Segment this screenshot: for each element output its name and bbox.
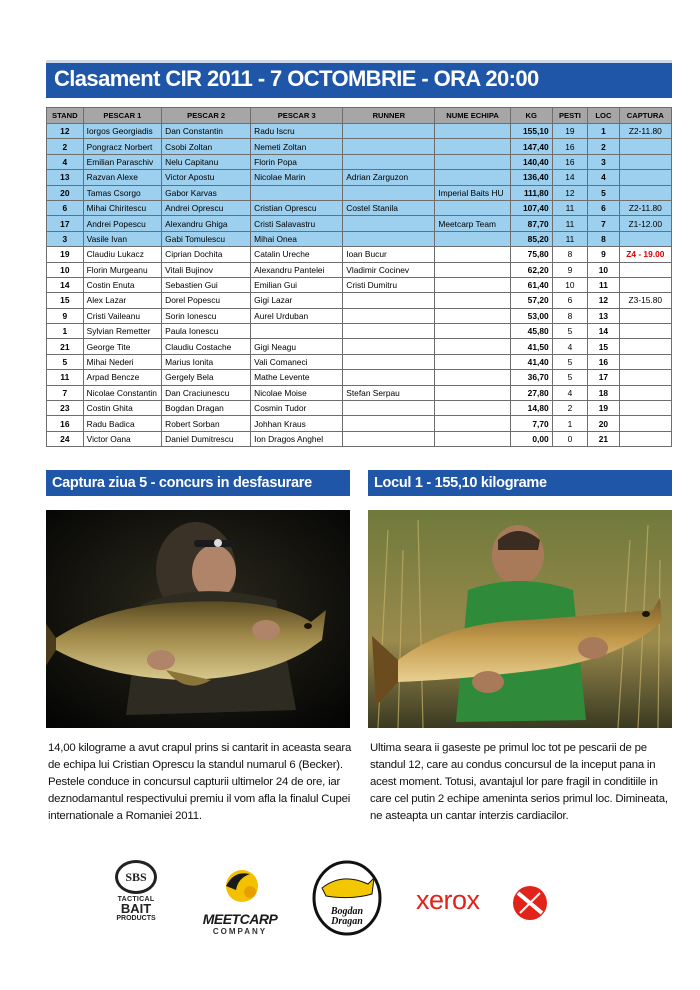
cell-captura (619, 154, 671, 169)
cell-stand: 2 (47, 139, 84, 154)
cell-loc: 10 (588, 262, 619, 277)
table-row (47, 370, 672, 385)
cell-loc: 3 (588, 154, 619, 169)
cell-p1: Sylvian Remetter (83, 324, 162, 339)
cell-loc: 21 (588, 431, 619, 446)
cell-captura (619, 231, 671, 246)
col-header: PESCAR 1 (83, 108, 162, 124)
cell-loc: 14 (588, 324, 619, 339)
table-row (47, 308, 672, 323)
cell-p3: Johhan Kraus (251, 416, 343, 431)
cell-kg: 62,20 (510, 262, 552, 277)
cell-loc: 9 (588, 247, 619, 262)
cell-runner: Adrian Zarguzon (343, 170, 435, 185)
table-row (47, 339, 672, 354)
cell-p2: Dorel Popescu (162, 293, 251, 308)
cell-loc: 12 (588, 293, 619, 308)
cell-p3: Florin Popa (251, 154, 343, 169)
cell-runner (343, 231, 435, 246)
cell-p2: Dan Constantin (162, 124, 251, 139)
cell-p2: Gabor Karvas (162, 185, 251, 200)
cell-team: Imperial Baits HU (435, 185, 510, 200)
cell-p2: Dan Craciunescu (162, 385, 251, 400)
cell-captura: Z2-11.80 (619, 200, 671, 215)
cell-team (435, 124, 510, 139)
cell-p3: Emilian Gui (251, 277, 343, 292)
cell-stand: 10 (47, 262, 84, 277)
cell-runner (343, 185, 435, 200)
cell-loc: 18 (588, 385, 619, 400)
cell-pesti: 14 (552, 170, 588, 185)
meetcarp-logo (190, 866, 290, 936)
cell-kg: 53,00 (510, 308, 552, 323)
cell-loc: 2 (588, 139, 619, 154)
cell-p1: Andrei Popescu (83, 216, 162, 231)
table-row (47, 385, 672, 400)
cell-stand: 9 (47, 308, 84, 323)
cell-p1: Mihai Nederi (83, 354, 162, 369)
cell-runner (343, 308, 435, 323)
xerox-logo (416, 885, 556, 925)
cell-runner: Vladimir Cocinev (343, 262, 435, 277)
cell-p1: Nicolae Constantin (83, 385, 162, 400)
cell-p3: Gigi Neagu (251, 339, 343, 354)
cell-kg: 0,00 (510, 431, 552, 446)
cell-pesti: 0 (552, 431, 588, 446)
cell-kg: 147,40 (510, 139, 552, 154)
cell-p3: Cosmin Tudor (251, 401, 343, 416)
cell-p1: Cristi Vaileanu (83, 308, 162, 323)
cell-runner: Costel Stanila (343, 200, 435, 215)
cell-p1: Vasile Ivan (83, 231, 162, 246)
cell-captura (619, 185, 671, 200)
cell-pesti: 11 (552, 216, 588, 231)
cell-captura (619, 416, 671, 431)
cell-captura (619, 401, 671, 416)
col-header: STAND (47, 108, 84, 124)
cell-kg: 75,80 (510, 247, 552, 262)
cell-kg: 14,80 (510, 401, 552, 416)
table-row (47, 262, 672, 277)
cell-p3: Catalin Ureche (251, 247, 343, 262)
cell-pesti: 5 (552, 370, 588, 385)
cell-captura: Z1-12.00 (619, 216, 671, 231)
cell-kg: 41,40 (510, 354, 552, 369)
caption-left: 14,00 kilograme a avut crapul prins si cantarit in aceasta seara de echipa lui Cristian Oprescu la standul numarul 6 (Becker). Pestele conduce in concursul capturii ultimelor 24 de ore, iar deznodamantul respectivului premiu il vom afla la finalul Cupei internationale a Romaniei 2011. (48, 742, 352, 822)
cell-team (435, 324, 510, 339)
cell-captura (619, 339, 671, 354)
cell-pesti: 2 (552, 401, 588, 416)
cell-loc: 8 (588, 231, 619, 246)
table-row (47, 231, 672, 246)
table-row (47, 293, 672, 308)
col-header: PESCAR 2 (162, 108, 251, 124)
cell-runner (343, 339, 435, 354)
cell-runner (343, 124, 435, 139)
cell-captura: Z4 - 19.00 (619, 247, 671, 262)
bogdan-dragan-logo (312, 860, 382, 936)
cell-p2: Sorin Ionescu (162, 308, 251, 323)
cell-p1: Costin Enuta (83, 277, 162, 292)
cell-team (435, 401, 510, 416)
cell-pesti: 5 (552, 324, 588, 339)
cell-team (435, 354, 510, 369)
cell-pesti: 11 (552, 200, 588, 215)
cell-runner (343, 416, 435, 431)
cell-loc: 20 (588, 416, 619, 431)
cell-team (435, 277, 510, 292)
cell-captura: Z2-11.80 (619, 124, 671, 139)
cell-captura (619, 354, 671, 369)
cell-p1: Radu Badica (83, 416, 162, 431)
cell-loc: 16 (588, 354, 619, 369)
cell-p1: Emilian Paraschiv (83, 154, 162, 169)
table-row (47, 416, 672, 431)
cell-pesti: 9 (552, 262, 588, 277)
cell-p3 (251, 185, 343, 200)
cell-kg: 61,40 (510, 277, 552, 292)
cell-team (435, 262, 510, 277)
table-row (47, 324, 672, 339)
cell-pesti: 5 (552, 354, 588, 369)
cell-loc: 11 (588, 277, 619, 292)
cell-loc: 4 (588, 170, 619, 185)
col-header: KG (510, 108, 552, 124)
cell-pesti: 8 (552, 308, 588, 323)
cell-team (435, 247, 510, 262)
meetcarp-swirl-icon (190, 866, 290, 906)
cell-team (435, 385, 510, 400)
cell-p1: Florin Murgeanu (83, 262, 162, 277)
cell-runner: Ioan Bucur (343, 247, 435, 262)
cell-stand: 17 (47, 216, 84, 231)
cell-stand: 6 (47, 200, 84, 215)
cell-pesti: 10 (552, 277, 588, 292)
table-row (47, 401, 672, 416)
logo-line: TACTICAL (117, 896, 155, 903)
cell-p3: Aurel Urduban (251, 308, 343, 323)
cell-p2: Daniel Dumitrescu (162, 431, 251, 446)
cell-stand: 21 (47, 339, 84, 354)
cell-p3: Gigi Lazar (251, 293, 343, 308)
col-header: PESCAR 3 (251, 108, 343, 124)
cell-team (435, 170, 510, 185)
bogdan-line2: Dragan (331, 916, 363, 927)
table-header-row (47, 108, 672, 124)
cell-runner (343, 370, 435, 385)
cell-team (435, 370, 510, 385)
cell-pesti: 16 (552, 139, 588, 154)
cell-p1: Tamas Csorgo (83, 185, 162, 200)
table-row (47, 185, 672, 200)
logo-line: BAIT (120, 901, 152, 916)
table-row (47, 277, 672, 292)
xerox-ball-icon (512, 885, 548, 921)
cell-captura (619, 431, 671, 446)
table-row (47, 354, 672, 369)
cell-pesti: 8 (552, 247, 588, 262)
cell-p2: Victor Apostu (162, 170, 251, 185)
cell-stand: 1 (47, 324, 84, 339)
table-row (47, 124, 672, 139)
cell-p2: Ciprian Dochita (162, 247, 251, 262)
cell-p3: Vali Comaneci (251, 354, 343, 369)
cell-team (435, 293, 510, 308)
cell-p2: Csobi Zoltan (162, 139, 251, 154)
cell-pesti: 12 (552, 185, 588, 200)
cell-team (435, 154, 510, 169)
bogdan-line1: Bogdan (330, 906, 364, 917)
table-row (47, 139, 672, 154)
cell-loc: 17 (588, 370, 619, 385)
cell-pesti: 4 (552, 385, 588, 400)
cell-loc: 19 (588, 401, 619, 416)
col-header: LOC (588, 108, 619, 124)
cell-kg: 136,40 (510, 170, 552, 185)
cell-p3: Nicolae Marin (251, 170, 343, 185)
cell-p2: Robert Sorban (162, 416, 251, 431)
cell-stand: 5 (47, 354, 84, 369)
cell-p2: Marius Ionita (162, 354, 251, 369)
cell-captura (619, 370, 671, 385)
cell-p1: Iorgos Georgiadis (83, 124, 162, 139)
cell-captura (619, 262, 671, 277)
cell-p3: Cristi Salavastru (251, 216, 343, 231)
cell-p1: George Tite (83, 339, 162, 354)
cell-stand: 3 (47, 231, 84, 246)
cell-captura (619, 308, 671, 323)
cell-p3: Mihai Onea (251, 231, 343, 246)
col-header: RUNNER (343, 108, 435, 124)
cell-p3: Mathe Levente (251, 370, 343, 385)
table-row (47, 247, 672, 262)
cell-p1: Alex Lazar (83, 293, 162, 308)
cell-p3: Radu Iscru (251, 124, 343, 139)
cell-captura (619, 139, 671, 154)
meetcarp-name: MEETCARP (202, 911, 278, 927)
cell-loc: 5 (588, 185, 619, 200)
cell-p1: Pongracz Norbert (83, 139, 162, 154)
cell-team (435, 416, 510, 431)
cell-captura (619, 324, 671, 339)
cell-team (435, 231, 510, 246)
cell-stand: 13 (47, 170, 84, 185)
cell-captura (619, 277, 671, 292)
cell-pesti: 4 (552, 339, 588, 354)
cell-runner (343, 354, 435, 369)
cell-p3: Cristian Oprescu (251, 200, 343, 215)
cell-kg: 85,20 (510, 231, 552, 246)
sbs-badge-icon: SBS (115, 860, 157, 894)
tactical-bait-products-logo (106, 860, 166, 930)
xerox-name: xerox (416, 885, 480, 915)
cell-runner (343, 154, 435, 169)
cell-kg: 45,80 (510, 324, 552, 339)
cell-runner (343, 324, 435, 339)
cell-p1: Victor Oana (83, 431, 162, 446)
cell-kg: 7,70 (510, 416, 552, 431)
table-row (47, 216, 672, 231)
cell-p2: Claudiu Costache (162, 339, 251, 354)
carp-emblem-icon (312, 860, 382, 936)
cell-kg: 107,40 (510, 200, 552, 215)
cell-p3 (251, 324, 343, 339)
table-row (47, 170, 672, 185)
cell-p3: Ion Dragos Anghel (251, 431, 343, 446)
cell-stand: 7 (47, 385, 84, 400)
angler-with-carp-night-photo (46, 510, 350, 728)
cell-stand: 11 (47, 370, 84, 385)
cell-captura (619, 170, 671, 185)
cell-captura (619, 385, 671, 400)
meetcarp-sub: COMPANY (212, 927, 268, 936)
cell-loc: 15 (588, 339, 619, 354)
cell-pesti: 16 (552, 154, 588, 169)
cell-kg: 36,70 (510, 370, 552, 385)
cell-p2: Sebastien Gui (162, 277, 251, 292)
cell-team: Meetcarp Team (435, 216, 510, 231)
cell-runner: Stefan Serpau (343, 385, 435, 400)
cell-p2: Andrei Oprescu (162, 200, 251, 215)
cell-kg: 155,10 (510, 124, 552, 139)
col-header: NUME ECHIPA (435, 108, 510, 124)
cell-team (435, 139, 510, 154)
cell-kg: 41,50 (510, 339, 552, 354)
cell-p2: Nelu Capitanu (162, 154, 251, 169)
cell-runner (343, 216, 435, 231)
cell-pesti: 19 (552, 124, 588, 139)
table-row (47, 200, 672, 215)
cell-p1: Claudiu Lukacz (83, 247, 162, 262)
cell-team (435, 308, 510, 323)
cell-team (435, 431, 510, 446)
cell-kg: 27,80 (510, 385, 552, 400)
title-bar (46, 60, 672, 98)
catch-photo-left (46, 510, 350, 728)
cell-kg: 57,20 (510, 293, 552, 308)
cell-stand: 15 (47, 293, 84, 308)
cell-stand: 12 (47, 124, 84, 139)
cell-stand: 20 (47, 185, 84, 200)
section-heading-right: Locul 1 - 155,10 kilograme (368, 470, 672, 496)
cell-p1: Razvan Alexe (83, 170, 162, 185)
angler-with-carp-reeds-photo (368, 510, 672, 728)
cell-pesti: 11 (552, 231, 588, 246)
cell-stand: 4 (47, 154, 84, 169)
cell-pesti: 6 (552, 293, 588, 308)
cell-pesti: 1 (552, 416, 588, 431)
cell-stand: 24 (47, 431, 84, 446)
table-row (47, 431, 672, 446)
cell-kg: 140,40 (510, 154, 552, 169)
cell-stand: 19 (47, 247, 84, 262)
cell-team (435, 200, 510, 215)
cell-p2: Paula Ionescu (162, 324, 251, 339)
cell-p3: Alexandru Pantelei (251, 262, 343, 277)
cell-p2: Bogdan Dragan (162, 401, 251, 416)
cell-loc: 7 (588, 216, 619, 231)
cell-team (435, 339, 510, 354)
cell-p2: Gergely Bela (162, 370, 251, 385)
cell-p2: Gabi Tomulescu (162, 231, 251, 246)
catch-photo-right (368, 510, 672, 728)
cell-kg: 111,80 (510, 185, 552, 200)
cell-p3: Nicolae Moise (251, 385, 343, 400)
cell-stand: 14 (47, 277, 84, 292)
cell-loc: 6 (588, 200, 619, 215)
cell-loc: 1 (588, 124, 619, 139)
cell-stand: 16 (47, 416, 84, 431)
section-heading-left: Captura ziua 5 - concurs in desfasurare (46, 470, 350, 496)
logo-line: PRODUCTS (116, 915, 156, 922)
cell-runner: Cristi Dumitru (343, 277, 435, 292)
caption-right: Ultima seara ii gaseste pe primul loc tot pe pescarii de pe standul 12, care au condus concursul de la inceput pana in acest moment. Totusi, avantajul lor pare fragil in conditiile in care cel putin 2 echipe ameninta serios primul loc. Dimineata, ne asteapta un cantar interzis cardiacilor. (370, 742, 668, 822)
cell-captura: Z3-15.80 (619, 293, 671, 308)
cell-p2: Alexandru Ghiga (162, 216, 251, 231)
cell-kg: 87,70 (510, 216, 552, 231)
col-header: PESTI (552, 108, 588, 124)
table-row (47, 154, 672, 169)
cell-runner (343, 293, 435, 308)
cell-p1: Arpad Bencze (83, 370, 162, 385)
cell-p2: Vitali Bujinov (162, 262, 251, 277)
col-header: CAPTURA (619, 108, 671, 124)
cell-p3: Nemeti Zoltan (251, 139, 343, 154)
cell-stand: 23 (47, 401, 84, 416)
results-table (46, 107, 672, 447)
cell-runner (343, 431, 435, 446)
cell-p1: Costin Ghita (83, 401, 162, 416)
cell-runner (343, 139, 435, 154)
cell-p1: Mihai Chiritescu (83, 200, 162, 215)
cell-runner (343, 401, 435, 416)
page-title: Clasament CIR 2011 - 7 OCTOMBRIE - ORA 20:00 (54, 66, 539, 91)
cell-loc: 13 (588, 308, 619, 323)
